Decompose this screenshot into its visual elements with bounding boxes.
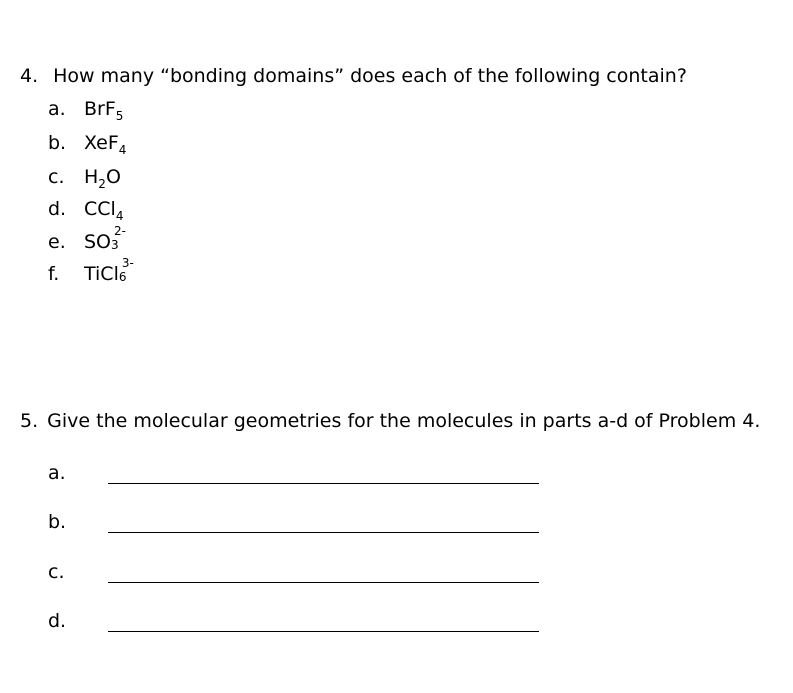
formula-subscript: 4 — [115, 209, 124, 223]
question-5-number: 5. — [20, 410, 39, 432]
question-4 — [20, 64, 687, 88]
answer-blank-line[interactable] — [108, 483, 539, 484]
question-4-text: How many “bonding domains” does each of the following contain? — [53, 65, 687, 87]
formula-subscript: 6 — [118, 270, 127, 284]
q4-item-letter: b. — [48, 132, 67, 154]
formula-subscript: 2 — [98, 177, 106, 191]
q4-item-letter: a. — [48, 98, 66, 120]
answer-blank-line[interactable] — [108, 532, 539, 533]
q4-item-letter: c. — [48, 166, 65, 188]
answer-blank-line[interactable] — [108, 631, 539, 632]
q5-item — [48, 510, 66, 534]
q5-item — [48, 560, 65, 584]
formula-superscript: 2- — [114, 224, 126, 238]
formula-text: TiCl — [84, 263, 119, 285]
formula-superscript: 3- — [121, 256, 134, 270]
formula-text: CCl — [84, 198, 116, 220]
question-5 — [20, 409, 760, 433]
q5-item — [48, 461, 66, 485]
question-5-text: Give the molecular geometries for the molecules in parts a-d of Problem 4. — [47, 410, 761, 432]
formula-sub-sup — [111, 224, 126, 254]
q4-item — [48, 197, 123, 223]
formula-text: XeF — [84, 132, 119, 154]
q4-item-formula — [84, 224, 126, 253]
q4-item-letter: f. — [48, 263, 60, 285]
q5-item-letter: b. — [48, 511, 67, 533]
answer-blank-line[interactable] — [108, 582, 539, 583]
q4-item-formula — [84, 98, 124, 123]
q4-item — [48, 256, 134, 286]
q5-item — [48, 609, 66, 633]
q4-item — [48, 165, 121, 191]
formula-subscript: 5 — [115, 109, 124, 123]
q4-item-letter: d. — [48, 198, 67, 220]
q5-item-letter: a. — [48, 462, 66, 484]
q4-item-formula — [84, 132, 127, 157]
q4-item-formula — [84, 166, 121, 191]
formula-subscript: 3 — [111, 238, 119, 252]
q4-item — [48, 97, 123, 123]
q4-item — [48, 131, 126, 157]
q4-item-letter: e. — [48, 231, 66, 253]
formula-subscript: 4 — [118, 143, 127, 157]
q4-item-formula — [84, 198, 124, 223]
q5-item-letter: c. — [48, 561, 65, 583]
q5-item-letter: d. — [48, 610, 67, 632]
formula-text: H — [84, 166, 99, 188]
question-4-number: 4. — [20, 65, 39, 87]
formula-text: O — [105, 166, 121, 188]
q4-item — [48, 224, 126, 254]
q4-item-formula — [84, 256, 134, 285]
formula-text: SO — [84, 231, 112, 253]
formula-text: BrF — [84, 98, 116, 120]
formula-sub-sup — [118, 256, 134, 286]
